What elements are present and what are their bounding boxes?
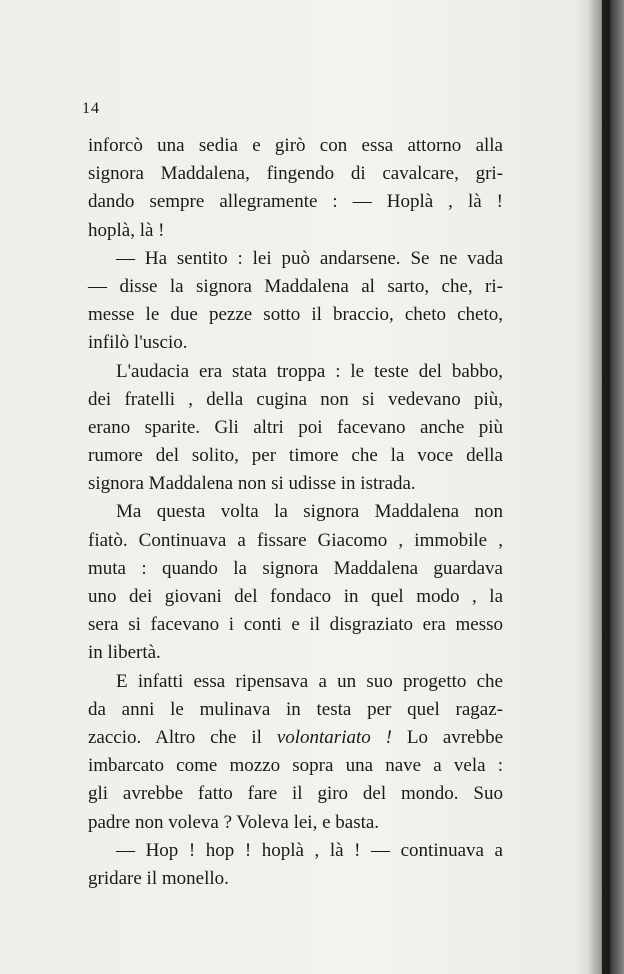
text-line: signora Maddalena non si udisse in istrada.: [88, 473, 416, 495]
text-line: gridare il monello.: [88, 867, 229, 889]
text-line: erano sparite. Gli altri poi facevano anche più: [88, 416, 503, 438]
text-segment: zaccio. Altro che il: [88, 726, 277, 748]
paragraph: [88, 358, 503, 499]
text-line: da anni le mulinava in testa per quel ragaz-: [88, 698, 503, 720]
text-line: — Hop ! hop ! hoplà , là ! — continuava a: [116, 839, 503, 861]
text-line: infilò l'uscio.: [88, 332, 188, 354]
text-segment: Lo avrebbe: [391, 726, 503, 748]
text-line: — disse la signora Maddalena al sarto, che, ri-: [88, 275, 503, 297]
text-line: sera si facevano i conti e il disgraziato era messo: [88, 614, 503, 636]
paragraph: [88, 498, 503, 667]
paragraph: [88, 837, 503, 893]
text-line: dando sempre allegramente : — Hoplà , là !: [88, 191, 503, 213]
page-number: 14: [82, 100, 100, 117]
text-line: dei fratelli , della cugina non si vedevano più,: [88, 388, 503, 410]
text-line: in libertà.: [88, 642, 161, 664]
text-line: padre non voleva ? Voleva lei, e basta.: [88, 811, 380, 833]
text-line: muta : quando la signora Maddalena guardava: [88, 557, 503, 579]
paragraph: [88, 245, 503, 358]
text-line: uno dei giovani del fondaco in quel modo , la: [88, 586, 503, 607]
text-line: rumore del solito, per timore che la voce della: [88, 445, 503, 467]
text-line: L'audacia era stata troppa : le teste del babbo,: [116, 360, 503, 382]
body-text: [88, 132, 503, 893]
text-line: inforcò una sedia e girò con essa attorno alla: [88, 135, 503, 156]
text-line: hoplà, là !: [88, 219, 165, 241]
text-line: Ma questa volta la signora Maddalena non: [116, 501, 503, 523]
binding-edge: [602, 0, 610, 974]
paragraph: [88, 132, 503, 245]
text-line: imbarcato come mozzo sopra una nave a vela :: [88, 755, 503, 777]
text-line: messe le due pezze sotto il braccio, cheto cheto,: [88, 304, 503, 326]
text-line: fiatò. Continuava a fissare Giacomo , immobile ,: [88, 529, 503, 551]
text-line: gli avrebbe fatto fare il giro del mondo. Suo: [88, 783, 503, 805]
paragraph: [88, 668, 503, 837]
text-line: — Ha sentito : lei può andarsene. Se ne vada: [116, 247, 503, 269]
italic-word: volontariato !: [276, 726, 392, 748]
text-line: E infatti essa ripensava a un suo progetto che: [116, 670, 503, 692]
text-line: signora Maddalena, fingendo di cavalcare, gri-: [88, 163, 503, 185]
text-line-with-italic: [88, 724, 503, 752]
